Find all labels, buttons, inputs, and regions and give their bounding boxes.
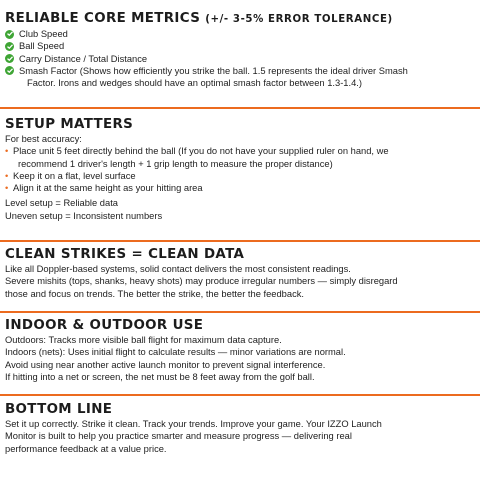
section-divider: [0, 240, 480, 242]
uneven-setup-text: Uneven setup = Inconsistent numbers: [5, 210, 163, 221]
check-circle-icon: [5, 66, 14, 75]
setup-bullet: [5, 145, 475, 170]
metric-label: Club Speed: [19, 29, 68, 39]
setup-heading: SETUP MATTERS: [5, 117, 134, 132]
metric-label: Carry Distance / Total Distance: [19, 53, 148, 64]
smash-factor-text: Factor. Irons and wedges should have an optimal smash factor between 1.3-1.4.): [27, 78, 363, 89]
metric-item: [5, 53, 475, 65]
smash-factor-text: Smash Factor (Shows how efficiently you strike the ball. 1.5 represents the ideal driver Smash: [19, 65, 408, 76]
metric-item: [5, 28, 475, 40]
paragraph-line: those and focus on trends. The better the strike, the better the feedback.: [5, 288, 305, 299]
orange-bullet-icon: •: [5, 183, 9, 194]
indoor-outdoor-heading: INDOOR & OUTDOOR USE: [5, 318, 204, 333]
orange-bullet-icon: •: [5, 146, 9, 157]
paragraph-line: Monitor is built to help you practice smarter and measure progress — delivering real: [5, 431, 352, 442]
paragraph-line: Like all Doppler-based systems, solid contact delivers the most consistent readings.: [5, 264, 351, 274]
metric-item-smash-factor: [5, 65, 475, 90]
bullet-text: Keep it on a flat, level surface: [13, 170, 136, 181]
paragraph-line: If hitting into a net or screen, the net must be 8 feet away from the golf ball.: [5, 371, 315, 382]
paragraph-line: Set it up correctly. Strike it clean. Track your trends. Improve your game. Your IZZO Launch: [5, 419, 382, 429]
section-indoor-outdoor: [5, 318, 475, 383]
level-setup-text: Level setup = Reliable data: [5, 198, 118, 209]
paragraph-line: Severe mishits (tops, shanks, heavy shots) may produce irregular numbers — simply disregard: [5, 276, 398, 287]
clean-strikes-heading: CLEAN STRIKES = CLEAN DATA: [5, 247, 245, 262]
bottom-line-heading: BOTTOM LINE: [5, 402, 113, 417]
section-core-metrics: [5, 11, 475, 89]
core-metrics-title: RELIABLE CORE METRICS: [5, 11, 201, 26]
paragraph-line: Indoors (nets): Uses initial flight to calculate results — minor variations are normal.: [5, 347, 346, 358]
section-divider: [0, 311, 480, 313]
core-metrics-heading: [5, 11, 475, 28]
setup-bullet: [5, 170, 475, 182]
paragraph-line: Outdoors: Tracks more visible ball flight for maximum data capture.: [5, 335, 282, 345]
setup-bullet: [5, 182, 475, 194]
section-divider: [0, 107, 480, 109]
paragraph-line: Avoid using near another active launch monitor to prevent signal interference.: [5, 359, 326, 370]
bullet-text: Align it at the same height as your hitting area: [13, 183, 203, 194]
check-circle-icon: [5, 30, 14, 39]
bullet-text: Place unit 5 feet directly behind the ball (If you do not have your supplied ruler on hand, we: [13, 146, 389, 157]
setup-intro: For best accuracy:: [5, 134, 82, 144]
check-circle-icon: [5, 42, 14, 51]
section-bottom-line: [5, 402, 475, 455]
paragraph-line: performance feedback at a value price.: [5, 443, 167, 454]
orange-bullet-icon: •: [5, 170, 9, 181]
check-circle-icon: [5, 54, 14, 63]
section-setup-matters: [5, 117, 475, 222]
metric-label: Ball Speed: [19, 41, 65, 52]
error-tolerance-note: (+/- 3-5% ERROR TOLERANCE): [205, 14, 393, 25]
section-divider: [0, 394, 480, 396]
bullet-text: recommend 1 driver's length + 1 grip length to measure the proper distance): [18, 158, 333, 169]
section-clean-strikes: [5, 247, 475, 300]
metric-item: [5, 40, 475, 52]
